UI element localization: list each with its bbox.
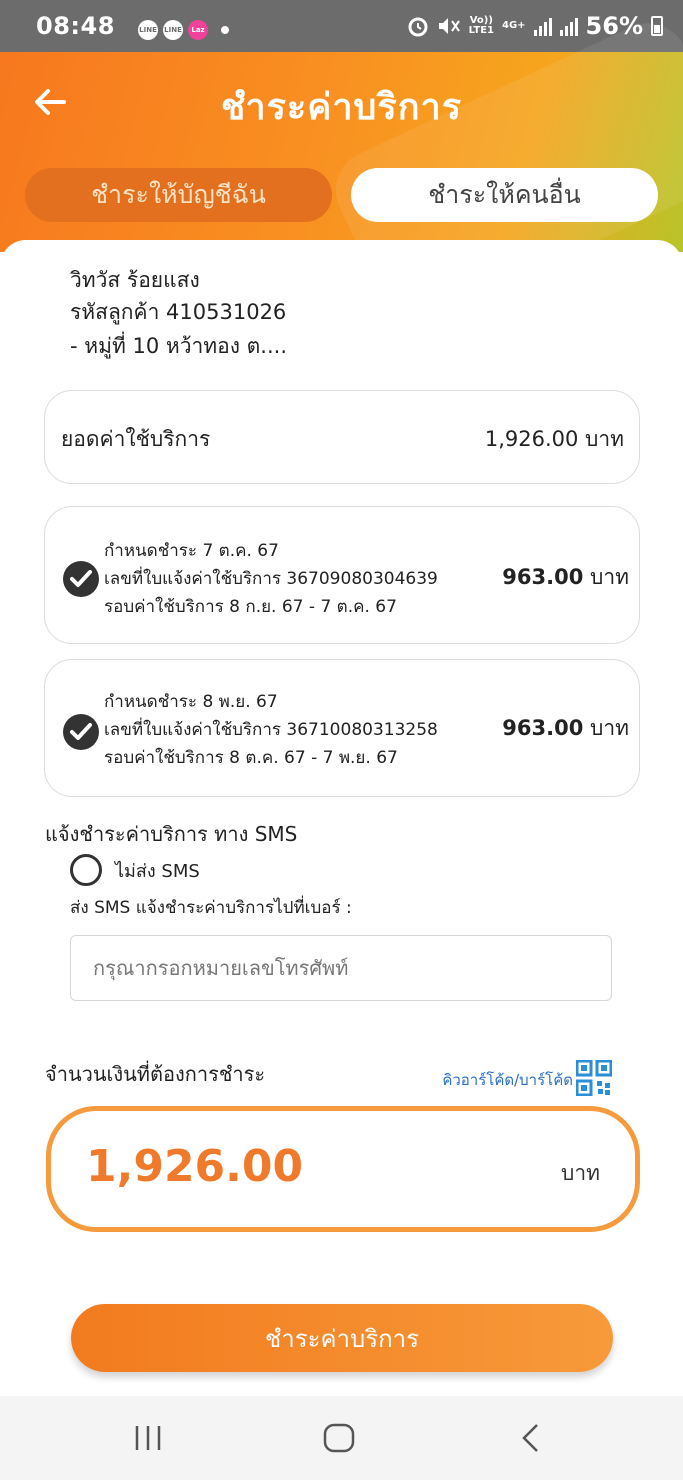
payment-amount-box[interactable] [46,1106,640,1232]
payment-amount-label: จำนวนเงินที่ต้องการชำระ [45,1062,266,1086]
customer-id: รหัสลูกค้า 410531026 [70,300,287,324]
header [0,52,683,252]
bill-amount-unit: บาท [590,716,629,740]
bill-period: รอบค่าใช้บริการ 8 ต.ค. 67 - 7 พ.ย. 67 [104,748,398,768]
content-card [0,240,683,1396]
bill-amount [502,561,629,594]
payment-amount-value[interactable]: 1,926.00 [86,1141,304,1192]
phone-number-input[interactable] [70,935,612,1001]
service-total-value: 1,926.00 บาท [484,427,624,451]
tab-pay-my-account[interactable]: ชำระให้บัญชีฉัน [25,168,332,222]
more-notifications-dot [221,26,229,34]
customer-address: - หมู่ที่ 10 หว้าทอง ต.... [70,334,288,358]
bill-checkbox[interactable] [63,561,99,597]
qr-code-icon[interactable] [576,1060,612,1096]
bill-period: รอบค่าใช้บริการ 8 ก.ย. 67 - 7 ต.ค. 67 [104,597,397,617]
recent-apps-icon[interactable] [128,1422,168,1454]
network-type: 4G+ [502,20,526,31]
no-sms-label[interactable]: ไม่ส่ง SMS [115,861,200,882]
checkmark-icon [70,569,92,589]
bill-due-date: กำหนดชำระ 8 พ.ย. 67 [104,692,278,712]
status-bar [0,0,683,52]
bill-due-date: กำหนดชำระ 7 ต.ค. 67 [104,541,279,561]
bill-invoice-number: เลขที่ใบแจ้งค่าใช้บริการ 36709080304639 [104,569,438,589]
bill-amount-value: 963.00 [502,716,584,740]
line-notification-icon: LINE [138,20,158,40]
signal-icon [560,16,578,36]
service-total-box [44,390,640,484]
battery-percent: 56% [585,12,643,40]
no-sms-radio[interactable] [70,854,102,886]
status-time: 08:48 [36,12,115,40]
bill-amount-unit: บาท [590,565,629,589]
bill-invoice-number: เลขที่ใบแจ้งค่าใช้บริการ 36710080313258 [104,720,438,740]
checkmark-icon [70,722,92,742]
notification-icons [138,20,229,40]
customer-name: วิทวัส ร้อยแสง [70,268,200,292]
bill-item[interactable] [44,506,640,644]
page-title: ชำระค่าบริการ [220,87,463,128]
volte-text: Vo)) [469,15,493,26]
system-nav-bar [0,1396,683,1480]
home-icon[interactable] [319,1422,359,1454]
line-notification-icon: LINE [163,20,183,40]
lazada-notification-icon: Laz [188,20,208,40]
service-total-label: ยอดค่าใช้บริการ [61,427,211,451]
back-icon[interactable] [510,1422,550,1454]
alarm-icon [407,15,429,37]
qr-barcode-link[interactable]: คิวอาร์โค้ด/บาร์โค้ด [442,1071,573,1089]
bill-checkbox[interactable] [63,714,99,750]
bill-amount [502,712,629,745]
payment-amount-unit: บาท [561,1161,600,1185]
bill-item[interactable] [44,659,640,797]
sms-section-title: แจ้งชำระค่าบริการ ทาง SMS [45,822,298,846]
bill-amount-value: 963.00 [502,565,584,589]
tab-pay-for-others[interactable]: ชำระให้คนอื่น [351,168,658,222]
lte-text: LTE1 [468,25,494,36]
send-sms-description: ส่ง SMS แจ้งชำระค่าบริการไปที่เบอร์ : [70,898,352,918]
signal-icon [534,16,552,36]
volte-indicator [469,16,494,36]
pay-button[interactable]: ชำระค่าบริการ [71,1304,613,1372]
mute-icon [437,15,461,37]
